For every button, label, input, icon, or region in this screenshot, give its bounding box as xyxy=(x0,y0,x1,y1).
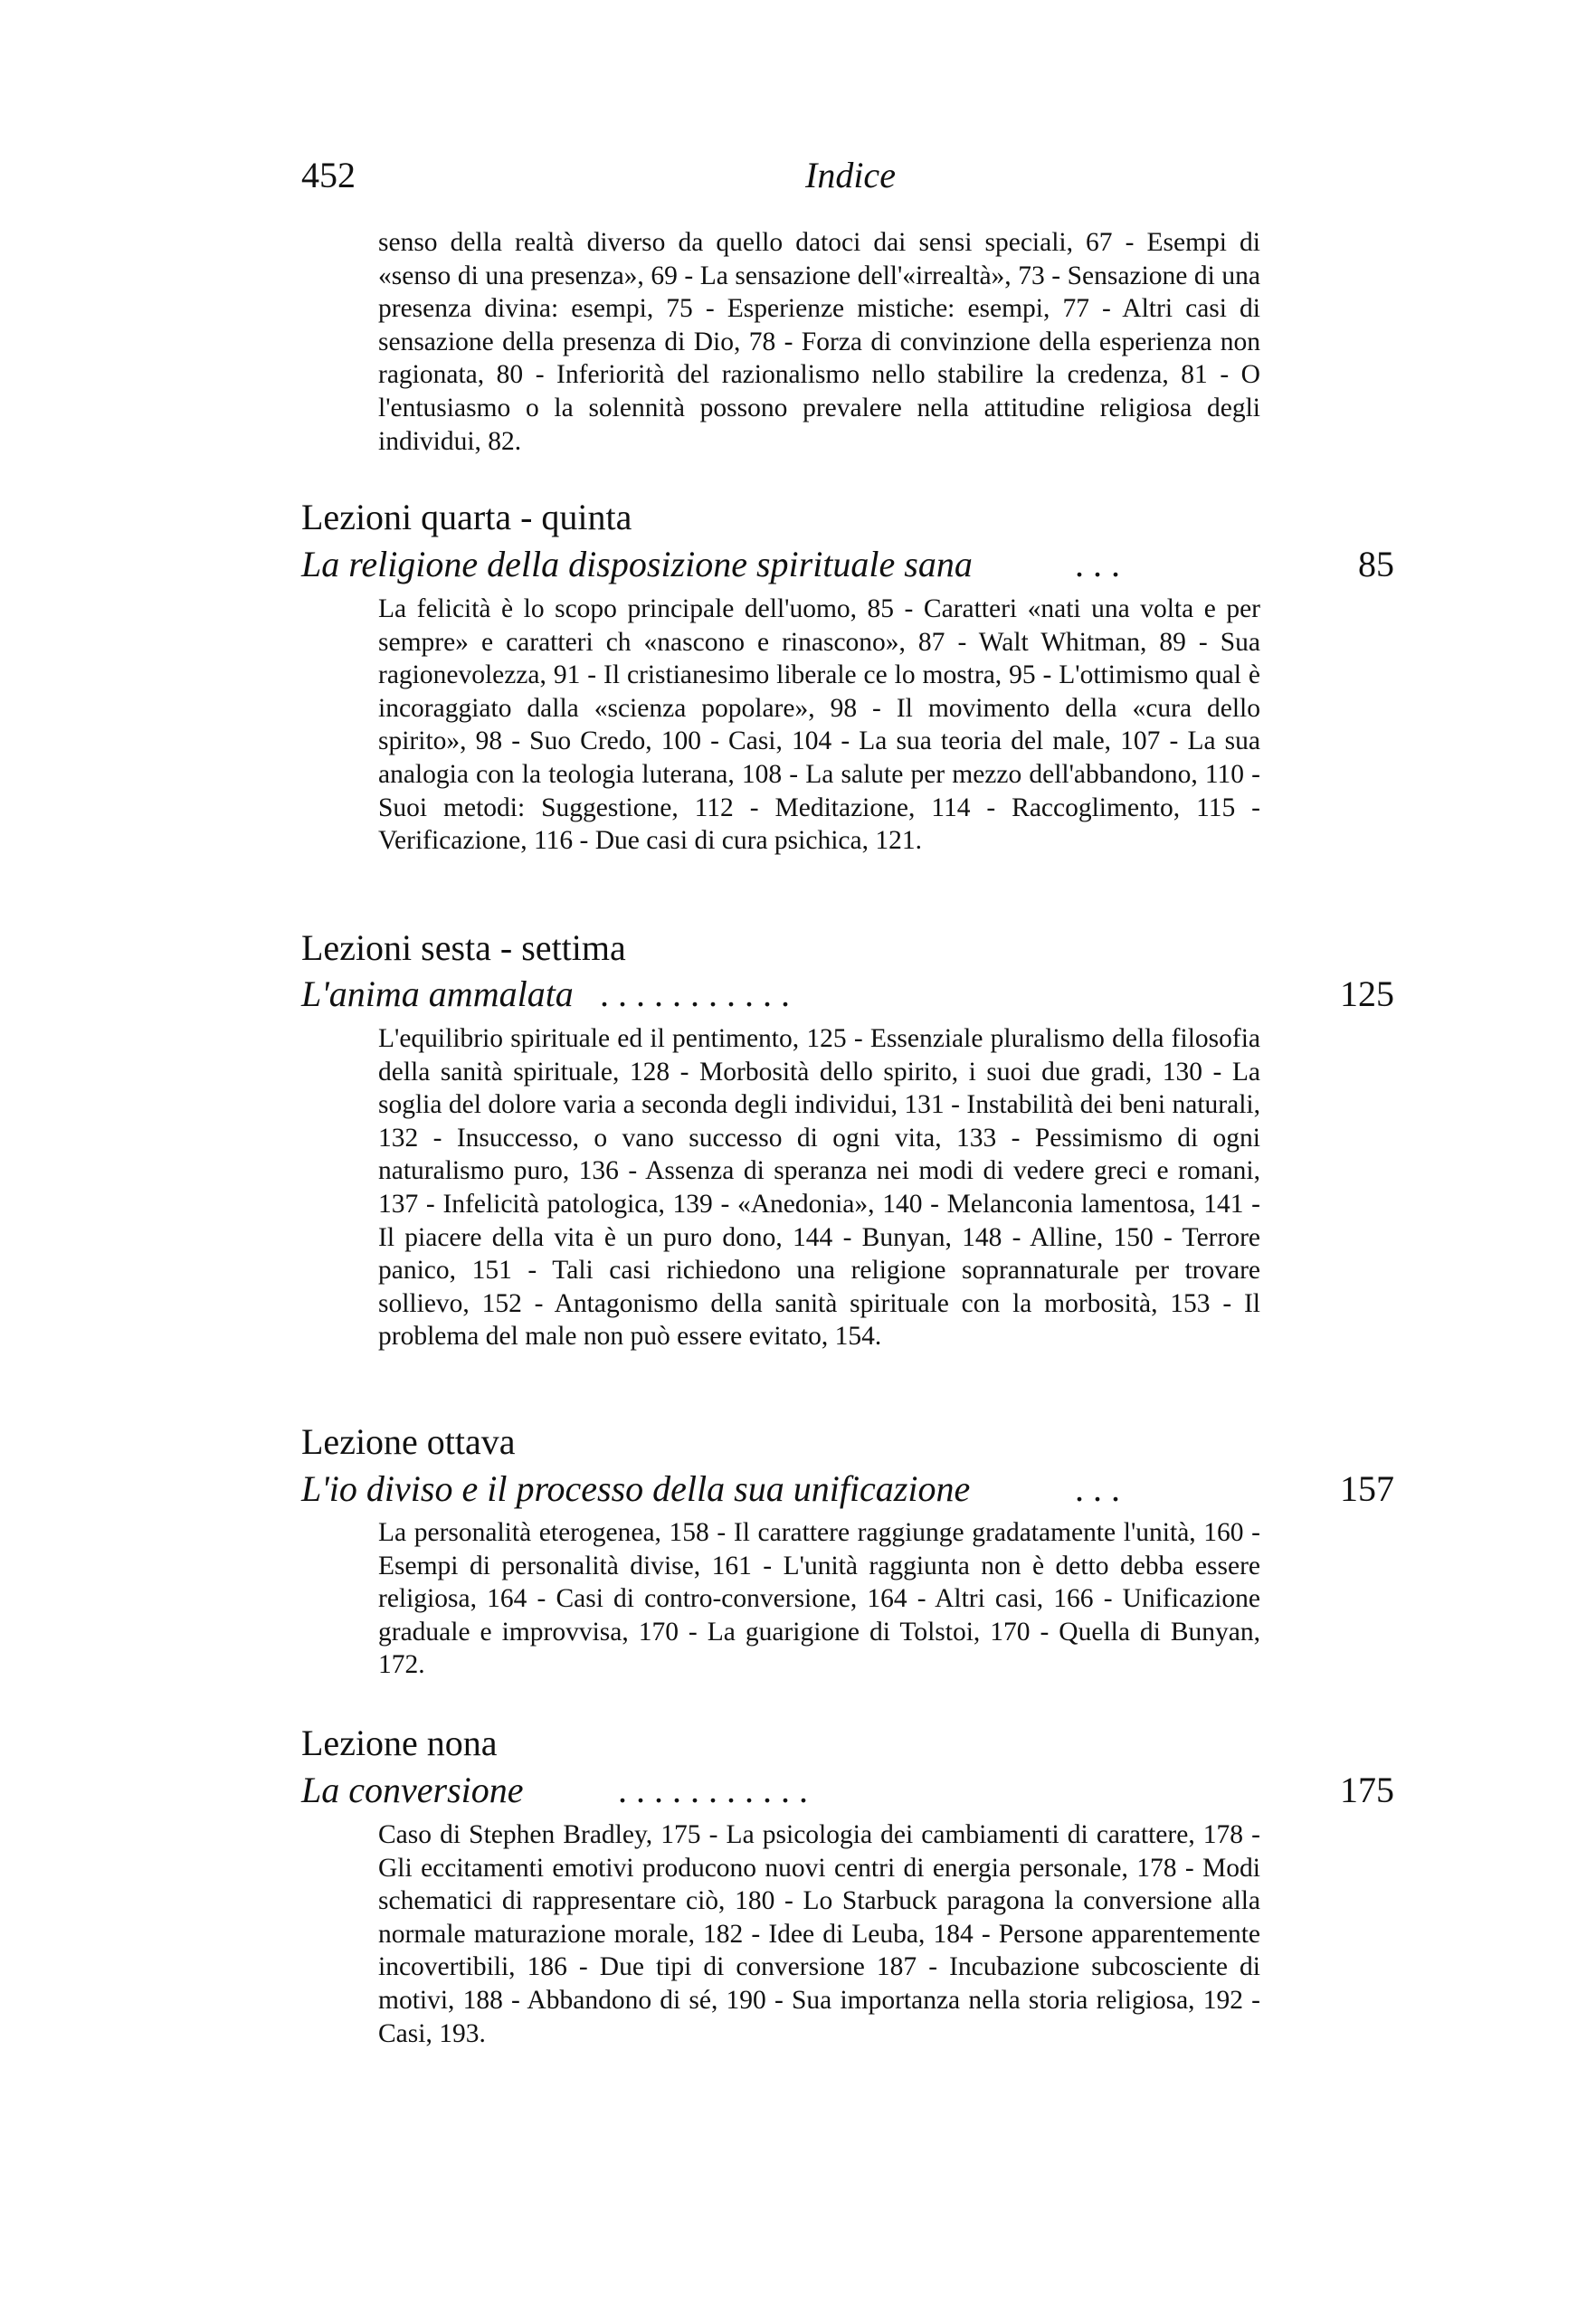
running-head: Indice xyxy=(805,155,896,195)
section-subtitle: La conversione xyxy=(301,1770,524,1810)
lecture-title-6-7: Lezioni sesta - settima xyxy=(301,927,626,968)
page-number: 452 xyxy=(301,155,356,195)
section-summary: Caso di Stephen Bradley, 175 - La psicologia dei cambiamenti di carattere, 178 - Gli eccitamenti emotivi producono nuovi centri di energia personale, 178 - Modi schematici di rappresentare ciò, 180 - Lo Starbuck paragona la conversione alla normale maturazione morale, 182 - Idee di Leuba, 184 - Persone apparentemente incovertibili, 186 - Due tipi di conversione 187 - Incubazione subcosciente di motivi, 188 - Abbandono di sé, 190 - Sua importanza nella storia religiosa, 192 - Casi, 193. xyxy=(378,1820,1260,2048)
section-summary: La felicità è lo scopo principale dell'uomo, 85 - Caratteri «nati una volta e per sempre» e caratteri ch «nascono e rinascono», 87 - Walt Whitman, 89 - Sua ragionevolezza, 91 - Il cristianesimo liberale ce lo mostra, 95 - L'ottimismo qual è incoraggiato dalla «scienza popolare», 98 - Il movimento della «cura dello spirito», 98 - Suo Credo, 100 - Casi, 104 - La sua teoria del male, 107 - La sua analogia con la teologia luterana, 108 - La salute per mezzo dell'abbandono, 110 - Suoi metodi: Suggestione, 112 - Meditazione, 114 - Raccoglimento, 115 - Verificazione, 116 - Due casi di cura psichica, 121. xyxy=(378,594,1260,856)
intro-paragraph: senso della realtà diverso da quello datoci dai sensi speciali, 67 - Esempi di «senso di una presenza», 69 - La sensazione dell'«irrealtà», 73 - Sensazione di una presenza divina: esempi, 75 - Esperienze mistiche: esempi, 77 - Altri casi di sensazione della presenza di Dio, 78 - Forza di convinzione della esperienza non ragionata, 80 - Inferiorità del razionalismo nello stabilire la credenza, 81 - O l'entusiasmo o la solennità possono prevalere nella attitudine religiosa degli individui, 82. xyxy=(378,228,1260,456)
section-summary: L'equilibrio spirituale ed il pentimento, 125 - Essenziale pluralismo della filosofia della sanità spirituale, 128 - Morbosità dello spirito, i suoi due gradi, 130 - La soglia del dolore varia a seconda degli individui, 131 - Instabilità dei beni naturali, 132 - Insuccesso, o vano successo di ogni vita, 133 - Pessimismo di ogni naturalismo puro, 136 - Assenza di speranza nei modi di vedere greci e romani, 137 - Infelicità patologica, 139 - «Anedonia», 140 - Melanconia lamentosa, 141 - Il piacere della vita è un puro dono, 144 - Bunyan, 148 - Alline, 150 - Terrore panico, 151 - Tali casi richiedono una religione soprannaturale per trovare sollievo, 152 - Antagonismo della sanità spirituale con la morbosità, 153 - Il problema del male non può essere evitato, 154. xyxy=(378,1024,1260,1352)
dot-leader: . . . xyxy=(1075,1468,1120,1509)
lecture-title-9: Lezione nona xyxy=(301,1723,498,1763)
section-subtitle: La religione della disposizione spirituale sana xyxy=(301,544,973,584)
section-page-number: 157 xyxy=(1340,1468,1394,1509)
section-page-number: 85 xyxy=(1358,544,1394,584)
dot-leader: . . . . . . . . . . . xyxy=(600,973,790,1014)
section-summary: La personalità eterogenea, 158 - Il carattere raggiunge gradatamente l'unità, 160 - Esempi di personalità divise, 161 - L'unità raggiunta non è detto debba essere religiosa, 164 - Casi di contro-conversione, 164 - Altri casi, 166 - Unificazione graduale e improvvisa, 170 - La guarigione di Tolstoi, 170 - Quella di Bunyan, 172. xyxy=(378,1518,1260,1680)
dot-leader: . . . xyxy=(1075,544,1120,584)
dot-leader: . . . . . . . . . . . xyxy=(618,1770,808,1810)
section-page-number: 175 xyxy=(1340,1770,1394,1810)
lecture-title-4-5: Lezioni quarta - quinta xyxy=(301,497,632,537)
lecture-title-8: Lezione ottava xyxy=(301,1421,516,1462)
section-subtitle: L'anima ammalata xyxy=(301,973,574,1014)
section-page-number: 125 xyxy=(1340,973,1394,1014)
section-subtitle: L'io diviso e il processo della sua unificazione xyxy=(301,1468,971,1509)
